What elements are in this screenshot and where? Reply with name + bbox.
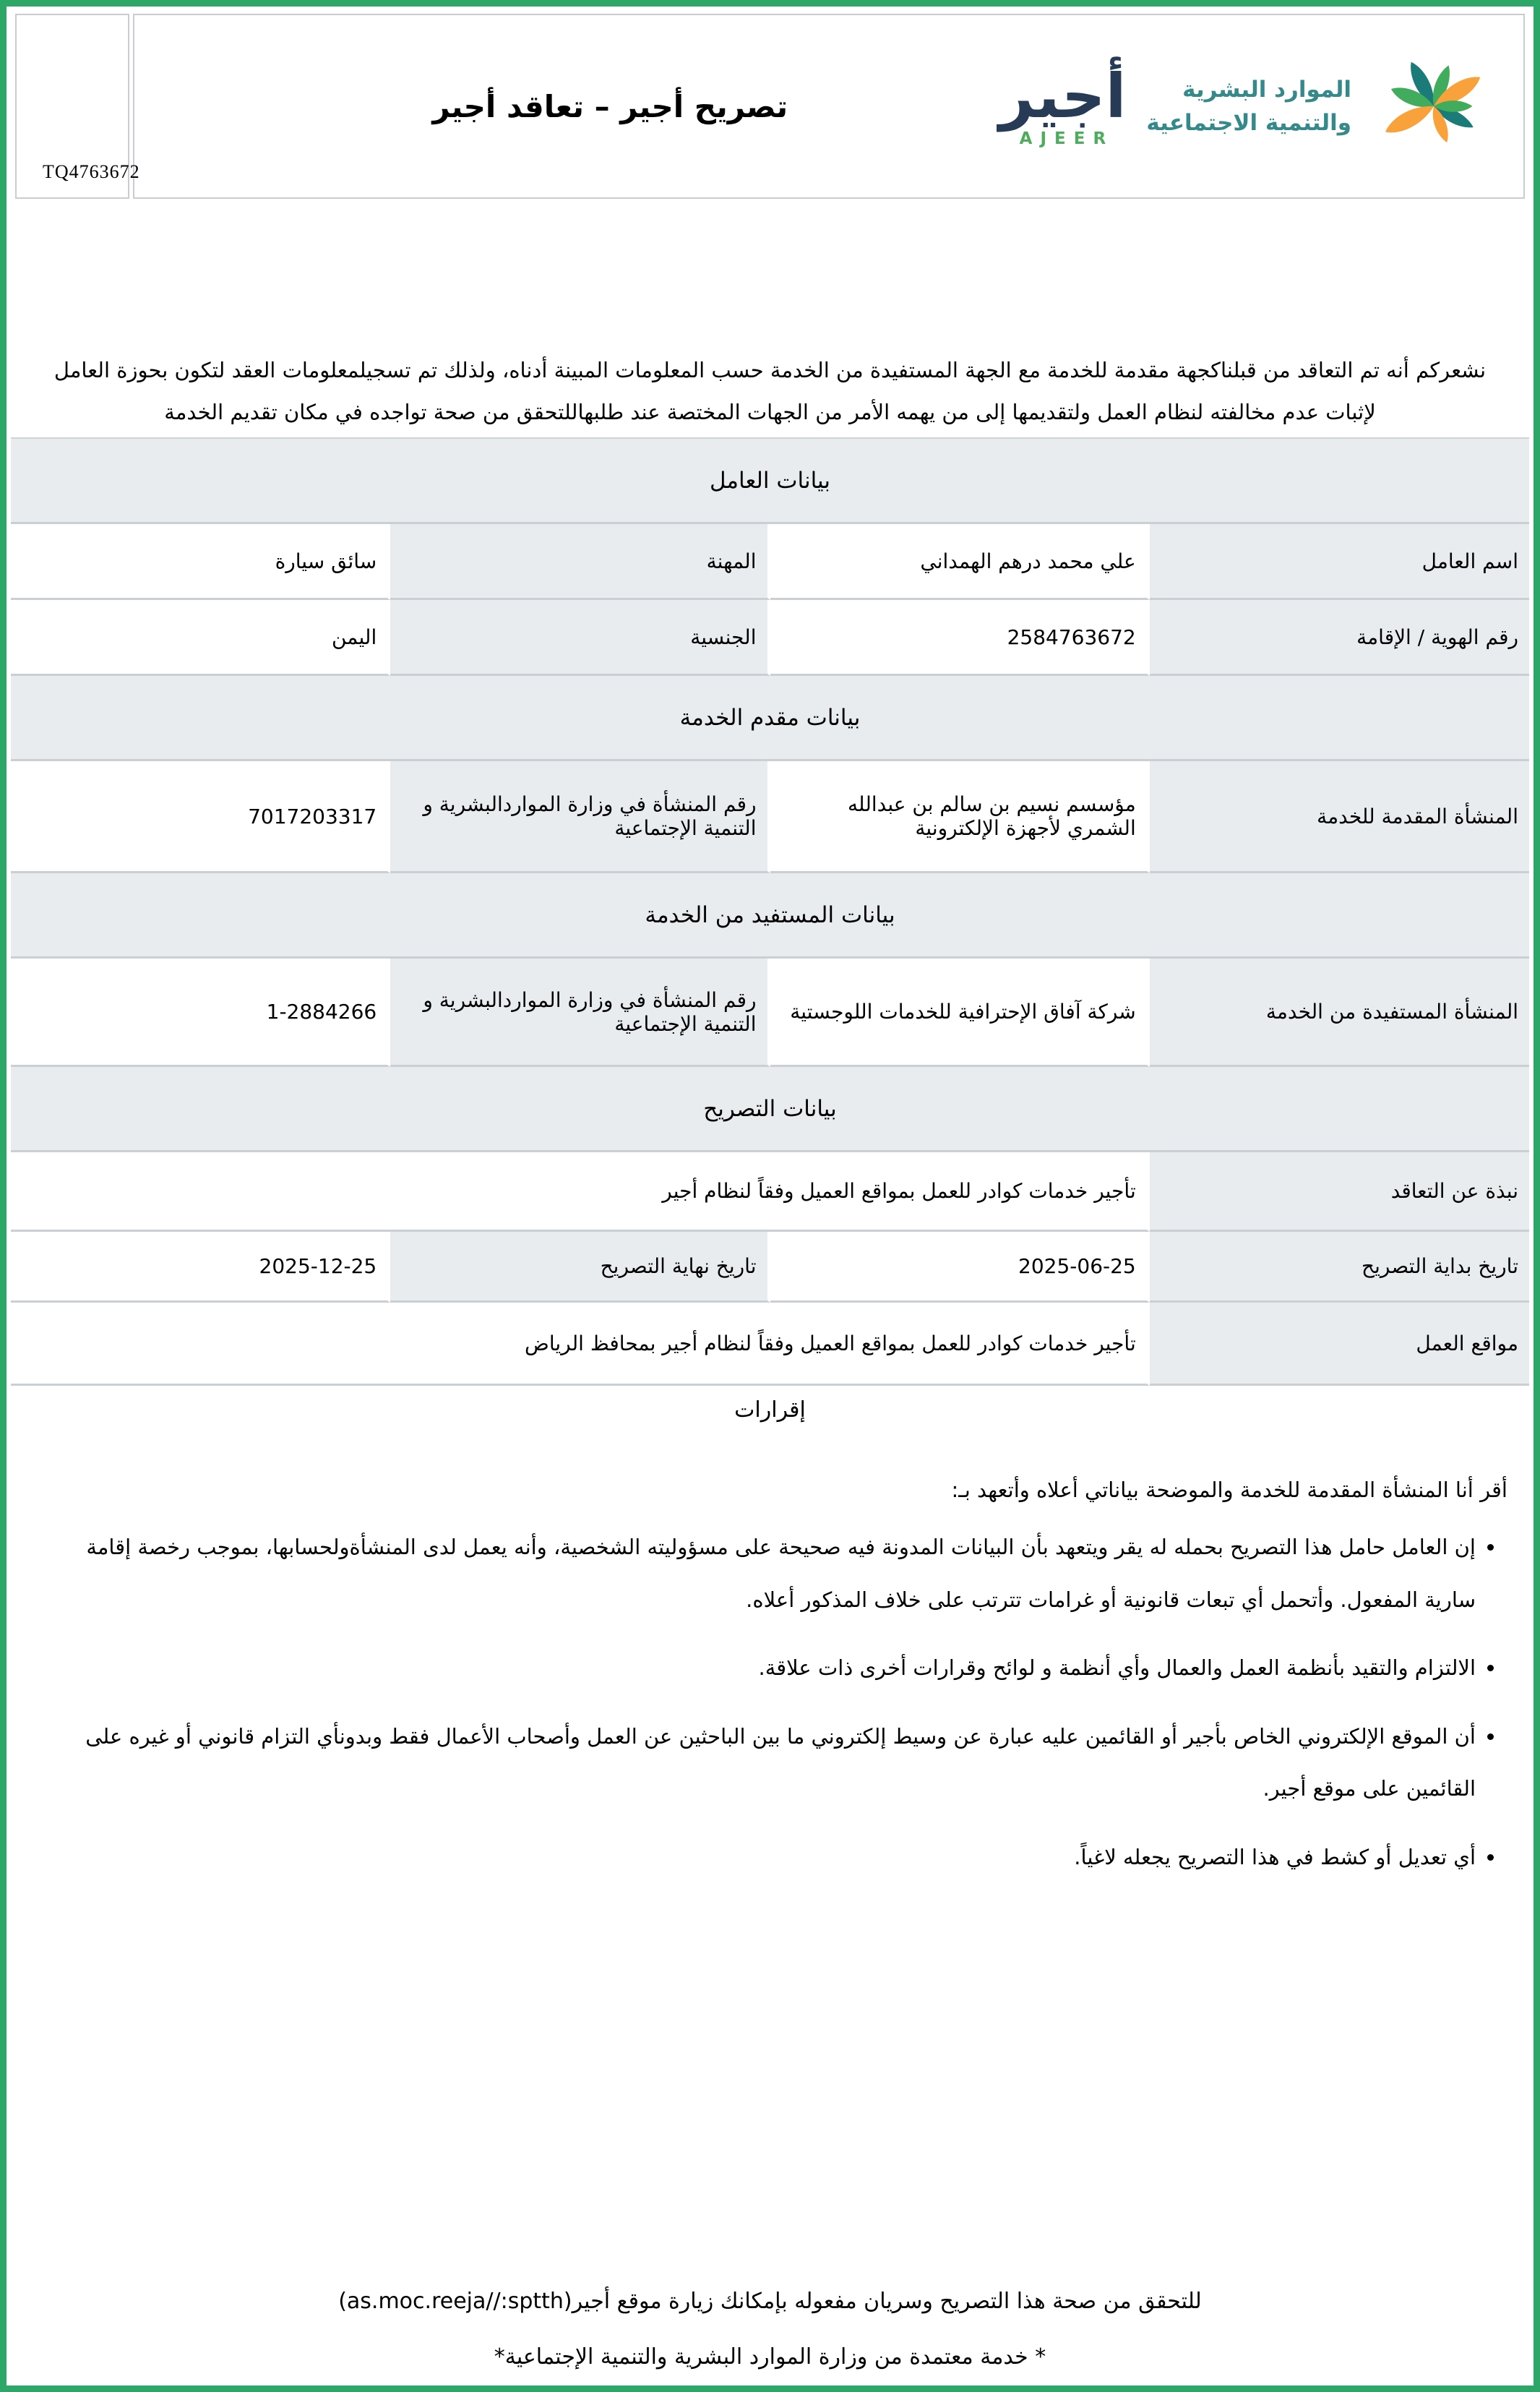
provider-establishment-label: المنشأة المقدمة للخدمة [1150,761,1529,873]
provider-number-value: 7017203317 [11,761,390,873]
declaration-item: • أي تعديل أو كشط في هذا التصريح يجعله لاغياً. [50,1831,1476,1884]
ministry-wordmark-line1: الموارد البشرية [1182,76,1351,103]
declaration-item: • أن الموقع الإلكتروني الخاص بأجير أو القائمين عليه عبارة عن وسيط إلكتروني ما بين الباحثين عن العمل وأصحاب الأعمال فقط وبدونأي التزام قانوني أو غيره على القائمين على موقع أجير. [50,1710,1476,1815]
provider-establishment-value: مؤسسم نسيم بن سالم بن عبدالله الشمري لأجهزة الإلكترونية [770,761,1150,873]
worker-nationality-value: اليمن [11,600,390,676]
permit-end-label: تاريخ نهاية التصريح [390,1232,770,1303]
permit-locations-label: مواقع العمل [1150,1303,1529,1386]
worker-name-label: اسم العامل [1150,524,1529,600]
permit-start-value: 2025-06-25 [770,1232,1150,1303]
permit-start-label: تاريخ بداية التصريح [1150,1232,1529,1303]
worker-profession-label: المهنة [390,524,770,600]
footer [7,2289,1533,2385]
permit-data-table [11,437,1529,1386]
table-row [11,524,1529,600]
permit-end-value: 2025-12-25 [11,1232,390,1303]
worker-id-value: 2584763672 [770,600,1150,676]
worker-profession-value: سائق سيارة [11,524,390,600]
declaration-item: • الالتزام والتقيد بأنظمة العمل والعمال وأي أنظمة و لوائح وقرارات أخرى ذات علاقة. [50,1642,1476,1694]
table-row [11,600,1529,676]
table-row [11,1152,1529,1232]
ajeer-logo [999,60,1127,149]
beneficiary-number-value: 1-2884266 [11,959,390,1067]
section-row-permit [11,1067,1529,1152]
permit-locations-value: تأجير خدمات كوادر للعمل بمواقع العميل وفقاً لنظام أجير بمحافظ الرياض [11,1303,1150,1386]
beneficiary-establishment-label: المنشأة المستفيدة من الخدمة [1150,959,1529,1067]
beneficiary-establishment-value: شركة آفاق الإحترافية للخدمات اللوجستية [770,959,1150,1067]
ministry-wordmark [1146,73,1351,140]
ministry-emblem-icon [1372,44,1496,168]
provider-section-title: بيانات مقدم الخدمة [11,676,1529,761]
table-row [11,761,1529,873]
ministry-wordmark-line2: والتنمية الاجتماعية [1146,110,1351,136]
intro-paragraph: نشعركم أنه تم التعاقد من قبلناكجهة مقدمة للخدمة مع الجهة المستفيدة من الخدمة حسب المعلومات المبينة أدناه، ولذلك تم تسجيلمعلومات العقد لتكون بحوزة العامل لإثبات عدم مخالفته لنظام العمل ولتقديمها إلى من يهمه الأمر من الجهات المختصة عند طلبهاللتحقق من صحة تواجده في مكان تقديم الخدمة [53,358,1487,424]
worker-name-value: علي محمد درهم الهمداني [770,524,1150,600]
beneficiary-section-title: بيانات المستفيد من الخدمة [11,873,1529,959]
footer-verify-text: للتحقق من صحة هذا التصريح وسريان مفعوله بإمكانك زيارة موقع أجير(as.moc.reeja//:sptth) [338,2289,1202,2314]
document-title: تصريح أجير – تعاقد أجير [432,88,788,124]
declarations-intro: أقر أنا المنشأة المقدمة للخدمة والموضحة بياناتي أعلاه وأتعهد بـ: [951,1478,1507,1502]
ajeer-arabic-wordmark: أجير [999,60,1127,132]
table-row [11,1232,1529,1303]
ajeer-latin-wordmark: AJEER [1019,129,1114,149]
title-wrap [134,89,999,124]
table-row [11,1303,1529,1386]
worker-id-label: رقم الهوية / الإقامة [1150,600,1529,676]
permit-number-box [15,14,140,199]
beneficiary-number-label: رقم المنشأة في وزارة المواردالبشرية و التنمية الإجتماعية [390,959,770,1067]
permit-summary-label: نبذة عن التعاقد [1150,1152,1529,1232]
permit-number: TQ4763672 [43,161,140,182]
footer-approved-text: * خدمة معتمدة من وزارة الموارد البشرية والتنمية الإجتماعية* [494,2344,1046,2370]
logo-group [999,44,1523,168]
section-row-worker [11,439,1529,524]
worker-nationality-label: الجنسية [390,600,770,676]
worker-section-title: بيانات العامل [11,439,1529,524]
section-row-beneficiary [11,873,1529,959]
declarations-list [50,1521,1483,1899]
section-row-provider [11,676,1529,761]
declaration-item: • إن العامل حامل هذا التصريح بحمله له يقر ويتعهد بأن البيانات المدونة فيه صحيحة على مسؤوليته الشخصية، وأنه يعمل لدى المنشأةولحسابها، بموجب رخصة إقامة سارية المفعول. وأتحمل أي تبعات قانونية أو غرامات تترتب على خلاف المذكور أعلاه. [50,1521,1476,1626]
declarations-title: إقرارات [734,1397,806,1423]
header [15,14,1525,199]
title-box [133,14,1525,199]
provider-number-label: رقم المنشأة في وزارة المواردالبشرية و التنمية الإجتماعية [390,761,770,873]
permit-section-title: بيانات التصريح [11,1067,1529,1152]
table-row [11,959,1529,1067]
permit-summary-value: تأجير خدمات كوادر للعمل بمواقع العميل وفقاً لنظام أجير [11,1152,1150,1232]
